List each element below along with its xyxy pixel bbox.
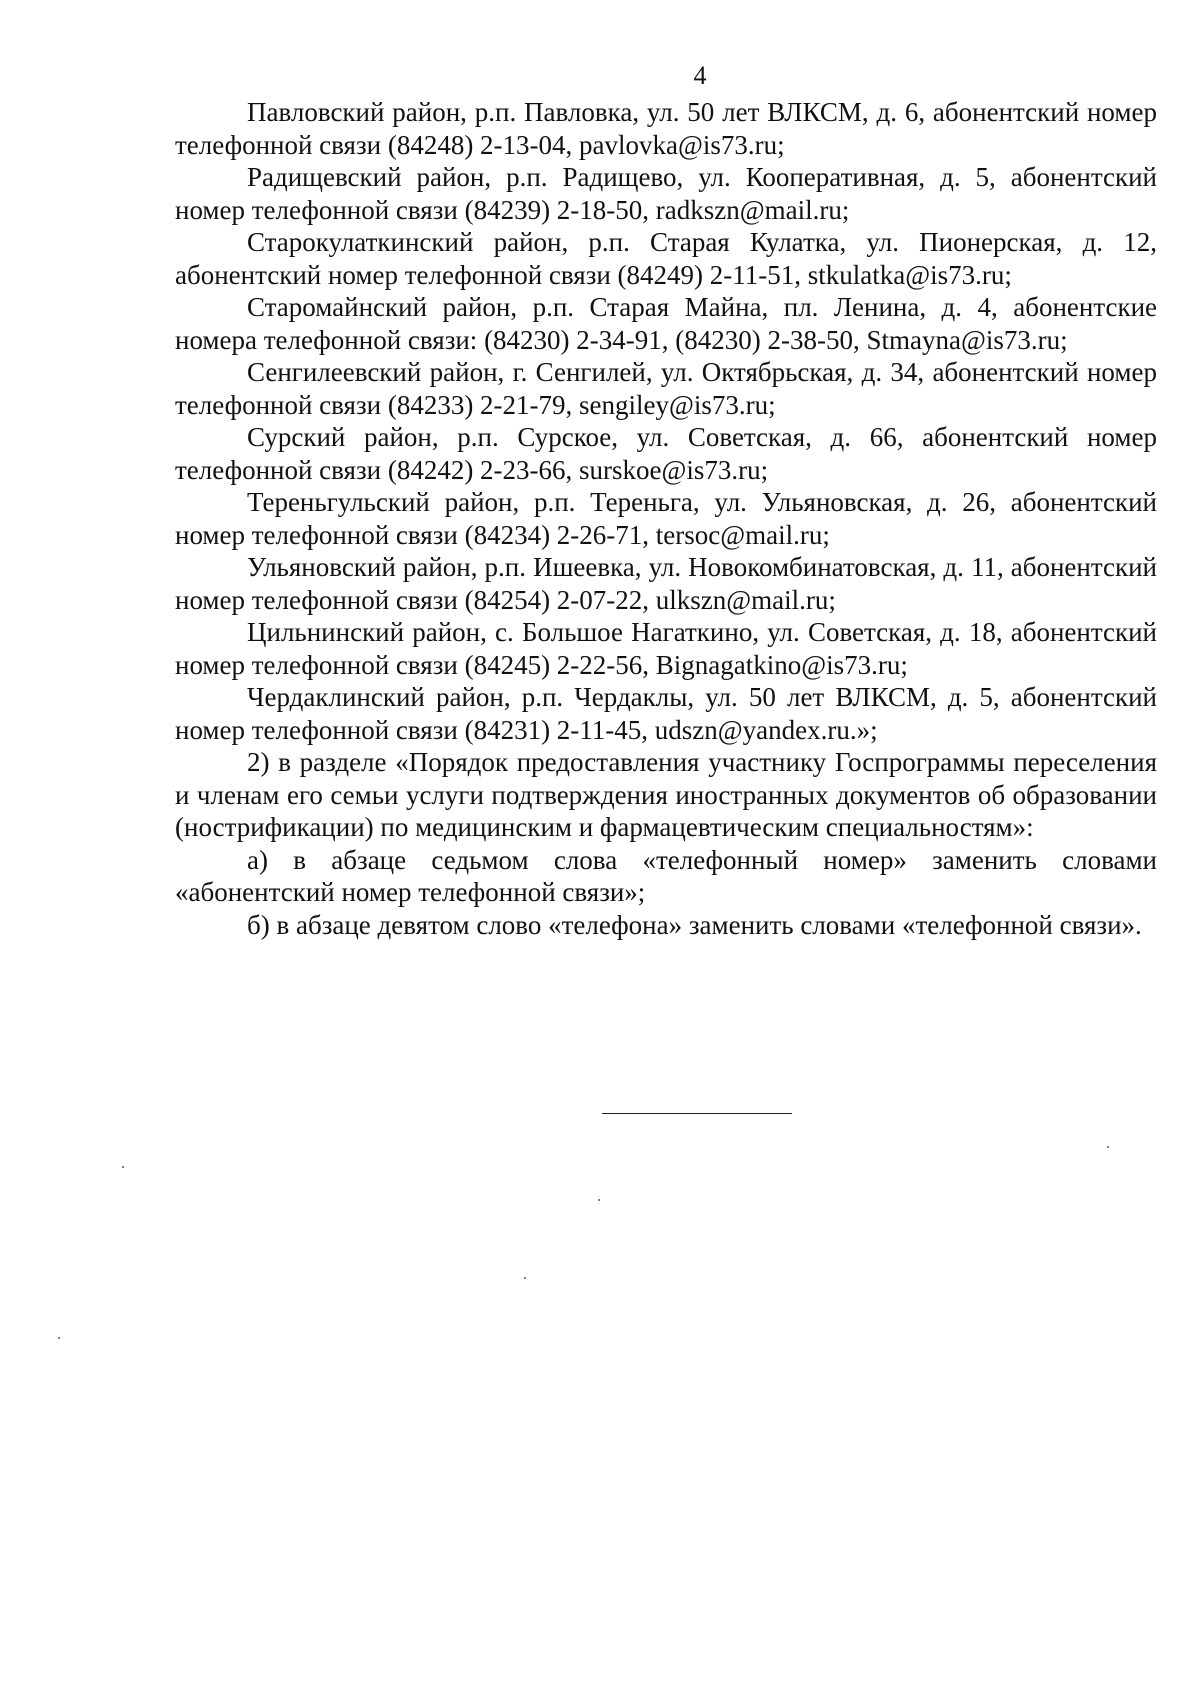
paragraph-sengileevsky-district: Сенгилеевский район, г. Сенгилей, ул. Октябрьская, д. 34, абонентский номер телефонной связи (84233) 2-21-79, sengiley@is73.ru; [175, 357, 1157, 420]
paragraph-starokulatkinsky-district: Старокулаткинский район, р.п. Старая Кулатка, ул. Пионерская, д. 12, абонентский номер телефонной связи (84249) 2-11-51, stkulatka@is73.ru; [175, 227, 1157, 290]
page-number: 4 [693, 61, 707, 90]
scan-speck [524, 1277, 526, 1279]
paragraph-amendment-b: б) в абзаце девятом слово «телефона» заменить словами «телефонной связи». [247, 909, 1142, 940]
scan-speck [58, 1337, 60, 1339]
paragraph-ulyanovsky-district: Ульяновский район, р.п. Ишеевка, ул. Новокомбинатовская, д. 11, абонентский номер телефонной связи (84254) 2-07-22, ulkszn@mail.ru; [175, 552, 1157, 615]
paragraph-radishchevsky-district: Радищевский район, р.п. Радищево, ул. Кооперативная, д. 5, абонентский номер телефонной связи (84239) 2-18-50, radkszn@mail.ru; [175, 162, 1157, 225]
paragraph-pavlovsky-district: Павловский район, р.п. Павловка, ул. 50 лет ВЛКСМ, д. 6, абонентский номер телефонной связи (84248) 2-13-04, pavlovka@is73.ru; [175, 97, 1157, 160]
paragraph-amendment-a: а) в абзаце седьмом слова «телефонный номер» заменить словами «абонентский номер телефонной связи»; [175, 844, 1157, 907]
paragraph-cherdaklinsky-district: Чердаклинский район, р.п. Чердаклы, ул. 50 лет ВЛКСМ, д. 5, абонентский номер телефонной связи (84231) 2-11-45, udszn@yandex.ru.»; [175, 682, 1157, 745]
paragraph-tsilninsky-district: Цильнинский район, с. Большое Нагаткино, ул. Советская, д. 18, абонентский номер телефонной связи (84245) 2-22-56, Bignagatkino@is73.ru; [175, 617, 1157, 680]
document-body [175, 96, 1157, 941]
scan-speck [1107, 1146, 1109, 1148]
paragraph-sursky-district: Сурский район, р.п. Сурское, ул. Советская, д. 66, абонентский номер телефонной связи (84242) 2-23-66, surskoe@is73.ru; [175, 422, 1157, 485]
paragraph-staromainsky-district: Старомайнский район, р.п. Старая Майна, пл. Ленина, д. 4, абонентские номера телефонной связи: (84230) 2-34-91, (84230) 2-38-50, Stmayna@is73.ru; [175, 292, 1157, 355]
paragraph-amendment-section-2: 2) в разделе «Порядок предоставления участнику Госпрограммы переселения и членам его семьи услуги подтверждения иностранных документов об образовании (нострификации) по медицинским и фармацевтическим специальностям»: [175, 747, 1157, 842]
paragraph-terengulsky-district: Тереньгульский район, р.п. Тереньга, ул. Ульяновская, д. 26, абонентский номер телефонной связи (84234) 2-26-71, tersoc@mail.ru; [175, 487, 1157, 550]
scan-speck [598, 1199, 600, 1201]
closing-divider [602, 1113, 792, 1114]
scan-speck [122, 1166, 124, 1168]
